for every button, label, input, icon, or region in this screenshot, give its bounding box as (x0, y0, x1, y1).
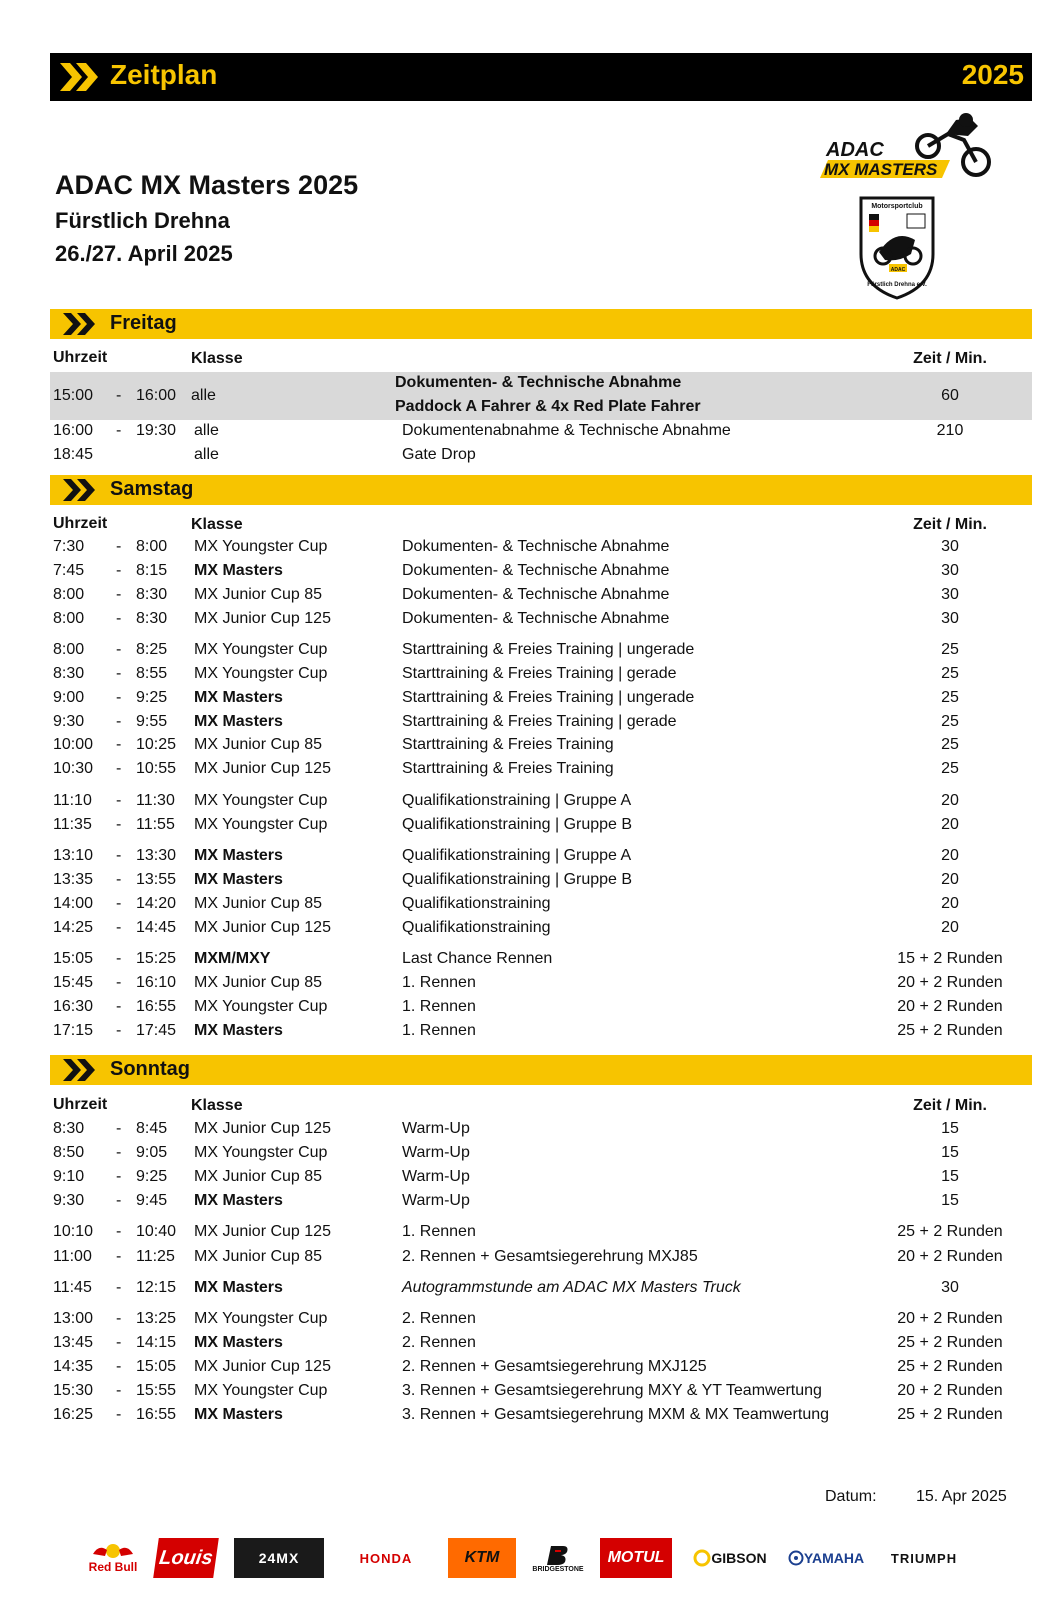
page-year: 2025 (961, 59, 1024, 90)
row-duration: 20 + 2 Runden (897, 1310, 1003, 1327)
title-bar (50, 53, 1032, 101)
row-end: 10:40 (136, 1223, 177, 1240)
row-dash: - (116, 1022, 122, 1039)
gibson-text: GIBSON (711, 1550, 767, 1566)
row-dash: - (116, 1223, 122, 1240)
row-duration: 25 (941, 641, 959, 658)
date-label: Datum: (825, 1488, 877, 1505)
section-title-friday: Freitag (110, 312, 177, 334)
row-activity: 2. Rennen + Gesamtsiegerehrung MXJ125 (402, 1358, 707, 1375)
row-activity: Autogrammstunde am ADAC MX Masters Truck (402, 1279, 741, 1296)
row-start: 15:05 (53, 950, 94, 967)
row-dash: - (116, 792, 122, 809)
row-duration: 25 (941, 665, 959, 682)
event-date: 26./27. April 2025 (55, 241, 233, 266)
row-start: 8:50 (53, 1144, 85, 1161)
row-class: MX Junior Cup 125 (194, 610, 331, 627)
row-end: 19:30 (136, 422, 177, 439)
row-activity: Starttraining & Freies Training | ungerade (402, 641, 695, 658)
row-activity: 2. Rennen (402, 1310, 476, 1327)
table-row (50, 1189, 1032, 1213)
row-class: MX Masters (194, 1334, 283, 1351)
row-dash: - (116, 950, 122, 967)
bridgestone-logo (528, 1538, 588, 1578)
row-activity: Last Chance Rennen (402, 950, 553, 967)
row-activity: Qualifikationstraining | Gruppe A (402, 792, 632, 809)
row-start: 10:30 (53, 760, 94, 777)
column-header-duration: Zeit / Min. (913, 516, 987, 533)
row-duration: 25 + 2 Runden (897, 1223, 1003, 1240)
row-activity: Dokumenten- & Technische Abnahme (402, 610, 670, 627)
row-duration: 15 + 2 Runden (897, 950, 1003, 967)
table-row (50, 1276, 1032, 1300)
row-activity: 2. Rennen (402, 1334, 476, 1351)
row-class: MX Youngster Cup (194, 665, 328, 682)
row-class: MX Masters (194, 713, 283, 730)
event-location: Fürstlich Drehna (55, 208, 230, 233)
row-end: 10:55 (136, 760, 177, 777)
row-dash: - (116, 665, 122, 682)
row-activity: Warm-Up (402, 1120, 470, 1137)
louis-logo: Louis (153, 1538, 219, 1578)
page-title: Zeitplan (110, 59, 218, 90)
table-row (50, 1220, 1032, 1244)
row-duration: 210 (936, 422, 964, 439)
highlight-row (50, 372, 1032, 420)
row-dash: - (116, 736, 122, 753)
row-class: MX Masters (194, 1022, 283, 1039)
table-row (50, 1019, 1032, 1043)
honda-logo: HONDA (359, 1550, 413, 1566)
row-activity: Qualifikationstraining | Gruppe A (402, 847, 632, 864)
row-end: 11:30 (136, 792, 175, 809)
row-duration: 25 (941, 760, 959, 777)
row-duration: 25 + 2 Runden (897, 1334, 1003, 1351)
row-class: MX Junior Cup 85 (194, 736, 323, 753)
table-row (50, 947, 1032, 971)
row-end: 15:55 (136, 1382, 177, 1399)
section-title-sunday: Sonntag (110, 1058, 190, 1080)
row-class: MX Masters (194, 871, 283, 888)
row-dash: - (116, 816, 122, 833)
row-activity-line2: Paddock A Fahrer & 4x Red Plate Fahrer (395, 398, 701, 415)
table-row (50, 971, 1032, 995)
row-duration: 20 (941, 792, 959, 809)
column-header-time: Uhrzeit (53, 349, 108, 366)
row-start: 16:25 (53, 1406, 94, 1423)
table-row (50, 559, 1032, 583)
row-start: 9:00 (53, 689, 85, 706)
row-dash: - (116, 713, 122, 730)
table-row (50, 710, 1032, 734)
row-end: 8:30 (136, 610, 168, 627)
yamaha-logo (786, 1538, 866, 1578)
adac-mx-masters-logo (818, 112, 998, 188)
row-end: 13:55 (136, 871, 177, 888)
row-end: 13:30 (136, 847, 177, 864)
row-class: MX Youngster Cup (194, 538, 328, 555)
table-row (50, 638, 1032, 662)
row-dash: - (116, 1358, 122, 1375)
row-end: 11:25 (136, 1248, 175, 1265)
row-class: MX Masters (194, 1192, 283, 1209)
row-class: alle (194, 422, 219, 439)
row-duration: 15 (941, 1144, 959, 1161)
row-dash: - (116, 1334, 122, 1351)
row-duration: 15 (941, 1120, 959, 1137)
row-activity: Dokumenten- & Technische Abnahme (402, 586, 670, 603)
row-activity: Starttraining & Freies Training (402, 760, 614, 777)
row-class: MX Junior Cup 85 (194, 895, 323, 912)
table-row (50, 607, 1032, 631)
row-end: 16:10 (136, 974, 177, 991)
gibson-g-icon (693, 1549, 711, 1567)
bridgestone-text: BRIDGESTONE (532, 1565, 584, 1573)
table-row (50, 1141, 1032, 1165)
row-class: MX Masters (194, 1406, 283, 1423)
row-activity: Dokumenten- & Technische Abnahme (402, 562, 670, 579)
column-header-class: Klasse (191, 1097, 243, 1114)
club-adac-text: ADAC (890, 267, 906, 273)
column-header-duration: Zeit / Min. (913, 350, 987, 367)
row-dash: - (116, 610, 122, 627)
table-row (50, 686, 1032, 710)
double-chevron-icon (58, 61, 102, 93)
row-end: 14:45 (136, 919, 177, 936)
table-row (50, 1245, 1032, 1269)
row-class: MX Junior Cup 125 (194, 919, 331, 936)
double-chevron-icon (62, 312, 100, 336)
table-row (50, 789, 1032, 813)
row-class: MX Junior Cup 85 (194, 974, 323, 991)
row-activity-line1: Dokumenten- & Technische Abnahme (395, 374, 682, 391)
row-class: MX Junior Cup 85 (194, 1248, 323, 1265)
row-duration: 30 (941, 538, 959, 555)
row-duration: 25 + 2 Runden (897, 1022, 1003, 1039)
row-start: 14:00 (53, 895, 94, 912)
row-class: MX Masters (194, 847, 283, 864)
row-start: 15:45 (53, 974, 94, 991)
row-duration: 25 (941, 736, 959, 753)
row-activity: Warm-Up (402, 1168, 470, 1185)
table-row (50, 813, 1032, 837)
table-row (50, 1403, 1032, 1427)
row-activity: Warm-Up (402, 1144, 470, 1161)
row-class: MX Youngster Cup (194, 1382, 328, 1399)
table-row (50, 844, 1032, 868)
row-end: 9:55 (136, 713, 168, 730)
row-end: 16:55 (136, 998, 177, 1015)
row-duration: 20 (941, 847, 959, 864)
row-duration: 30 (941, 586, 959, 603)
row-end: 8:25 (136, 641, 168, 658)
table-row (50, 1331, 1032, 1355)
row-end: 15:05 (136, 1358, 177, 1375)
row-end: 17:45 (136, 1022, 177, 1039)
row-duration: 20 (941, 919, 959, 936)
row-end: 12:15 (136, 1279, 177, 1296)
table-row (50, 995, 1032, 1019)
row-activity: Dokumenten- & Technische Abnahme (402, 538, 670, 555)
triumph-logo: TRIUMPH (890, 1550, 958, 1566)
row-class: alle (194, 446, 219, 463)
row-dash: - (116, 919, 122, 936)
bull-icon (91, 1542, 135, 1560)
motorsportclub-logo (855, 194, 939, 300)
club-name-text: Motorsportclub (871, 203, 923, 210)
row-dash: - (116, 974, 122, 991)
table-row (50, 1379, 1032, 1403)
row-activity: Starttraining & Freies Training | ungerade (402, 689, 695, 706)
table-row (50, 419, 1032, 443)
row-start: 16:30 (53, 998, 94, 1015)
row-start: 8:30 (53, 1120, 85, 1137)
row-duration: 20 + 2 Runden (897, 998, 1003, 1015)
row-activity: Qualifikationstraining (402, 919, 551, 936)
date-value: 15. Apr 2025 (916, 1488, 1007, 1505)
table-row (50, 583, 1032, 607)
table-row (50, 1355, 1032, 1379)
row-start: 9:30 (53, 713, 85, 730)
row-start: 8:00 (53, 610, 85, 627)
row-dash: - (116, 895, 122, 912)
ktm-logo: KTM (448, 1538, 516, 1578)
row-dash: - (116, 1120, 122, 1137)
row-class: MX Youngster Cup (194, 792, 328, 809)
row-start: 9:10 (53, 1168, 85, 1185)
row-dash: - (116, 847, 122, 864)
row-end: 8:45 (136, 1120, 168, 1137)
row-end: 10:25 (136, 736, 177, 753)
row-duration: 20 + 2 Runden (897, 1382, 1003, 1399)
row-start: 14:35 (53, 1358, 94, 1375)
row-activity: Dokumentenabnahme & Technische Abnahme (402, 422, 731, 439)
row-duration: 20 + 2 Runden (897, 1248, 1003, 1265)
row-activity: 3. Rennen + Gesamtsiegerehrung MXM & MX Teamwertung (402, 1406, 830, 1423)
mx-masters-logo-text: MX MASTERS (824, 160, 938, 179)
event-name: ADAC MX Masters 2025 (55, 170, 359, 200)
row-start: 11:10 (53, 792, 92, 809)
row-dash: - (116, 1382, 122, 1399)
row-start: 7:45 (53, 562, 85, 579)
row-dash: - (116, 1144, 122, 1161)
row-dash: - (116, 1406, 122, 1423)
row-class: MX Junior Cup 125 (194, 1120, 331, 1137)
row-end: 14:20 (136, 895, 177, 912)
yamaha-tuning-fork-icon (788, 1550, 804, 1566)
yamaha-text: YAMAHA (803, 1550, 865, 1566)
row-start: 13:10 (53, 847, 94, 864)
row-dash: - (116, 562, 122, 579)
row-duration: 15 (941, 1192, 959, 1209)
row-start: 13:45 (53, 1334, 94, 1351)
row-end: 9:45 (136, 1192, 168, 1209)
row-dash: - (116, 1168, 122, 1185)
row-dash: - (116, 1310, 122, 1327)
redbull-logo (88, 1538, 138, 1578)
table-row (50, 1117, 1032, 1141)
section-bar-friday (50, 309, 1032, 339)
row-class: MX Youngster Cup (194, 641, 328, 658)
table-row (50, 916, 1032, 940)
row-class: MX Youngster Cup (194, 1144, 328, 1161)
row-duration: 30 (941, 1279, 959, 1296)
row-start: 8:00 (53, 586, 85, 603)
row-class: MX Junior Cup 125 (194, 760, 331, 777)
row-end: 9:25 (136, 1168, 168, 1185)
row-start: 8:00 (53, 641, 85, 658)
row-class: MX Masters (194, 1279, 283, 1296)
row-duration: 20 (941, 895, 959, 912)
row-end: 8:15 (136, 562, 168, 579)
row-class: MX Youngster Cup (194, 1310, 328, 1327)
column-header-duration: Zeit / Min. (913, 1097, 987, 1114)
row-start: 18:45 (53, 446, 94, 463)
row-start: 11:35 (53, 816, 92, 833)
row-start: 15:00 (53, 387, 94, 404)
row-activity: 1. Rennen (402, 974, 476, 991)
row-end: 9:05 (136, 1144, 168, 1161)
row-start: 8:30 (53, 665, 85, 682)
row-dash: - (116, 387, 122, 404)
row-class: MX Masters (194, 689, 283, 706)
row-duration: 25 (941, 689, 959, 706)
table-row (50, 757, 1032, 781)
row-dash: - (116, 586, 122, 603)
row-dash: - (116, 422, 122, 439)
row-start: 14:25 (53, 919, 94, 936)
motul-logo: MOTUL (600, 1538, 672, 1578)
row-class: MX Youngster Cup (194, 816, 328, 833)
row-duration: 25 + 2 Runden (897, 1406, 1003, 1423)
column-header-class: Klasse (191, 516, 243, 533)
bridgestone-b-icon (545, 1544, 571, 1566)
row-dash: - (116, 1192, 122, 1209)
row-end: 9:25 (136, 689, 168, 706)
row-dash: - (116, 998, 122, 1015)
row-start: 13:35 (53, 871, 94, 888)
row-activity: Warm-Up (402, 1192, 470, 1209)
sponsor-logos (88, 1538, 1008, 1582)
row-activity: 1. Rennen (402, 1022, 476, 1039)
row-class: alle (191, 387, 216, 404)
row-start: 13:00 (53, 1310, 94, 1327)
row-start: 15:30 (53, 1382, 94, 1399)
row-class: MXM/MXY (194, 950, 271, 967)
redbull-text: Red Bull (88, 1560, 138, 1574)
row-class: MX Junior Cup 125 (194, 1358, 331, 1375)
table-row (50, 1307, 1032, 1331)
row-duration: 20 (941, 816, 959, 833)
row-class: MX Junior Cup 85 (194, 586, 323, 603)
row-end: 8:00 (136, 538, 168, 555)
row-activity: Starttraining & Freies Training (402, 736, 614, 753)
row-end: 13:25 (136, 1310, 177, 1327)
row-class: MX Junior Cup 85 (194, 1168, 323, 1185)
row-activity: Starttraining & Freies Training | gerade (402, 665, 677, 682)
row-class: MX Junior Cup 125 (194, 1223, 331, 1240)
row-class: MX Youngster Cup (194, 998, 328, 1015)
row-dash: - (116, 689, 122, 706)
section-bar-sunday (50, 1055, 1032, 1085)
row-start: 17:15 (53, 1022, 94, 1039)
row-end: 8:55 (136, 665, 168, 682)
double-chevron-icon (62, 478, 100, 502)
row-duration: 25 (941, 713, 959, 730)
row-activity: Qualifikationstraining | Gruppe B (402, 871, 633, 888)
row-dash: - (116, 1279, 122, 1296)
column-header-class: Klasse (191, 350, 243, 367)
row-start: 9:30 (53, 1192, 85, 1209)
row-end: 15:25 (136, 950, 177, 967)
column-header-time: Uhrzeit (53, 515, 108, 532)
row-duration: 30 (941, 562, 959, 579)
row-activity: Qualifikationstraining | Gruppe B (402, 816, 633, 833)
row-start: 16:00 (53, 422, 94, 439)
row-start: 11:45 (53, 1279, 92, 1296)
row-end: 8:30 (136, 586, 168, 603)
row-activity: 1. Rennen (402, 998, 476, 1015)
table-row (50, 662, 1032, 686)
row-start: 10:00 (53, 736, 94, 753)
row-activity: Gate Drop (402, 446, 476, 463)
row-class: MX Masters (194, 562, 283, 579)
row-activity: Starttraining & Freies Training | gerade (402, 713, 677, 730)
section-bar-saturday (50, 475, 1032, 505)
row-end: 16:55 (136, 1406, 177, 1423)
row-duration: 25 + 2 Runden (897, 1358, 1003, 1375)
table-row (50, 733, 1032, 757)
row-end: 16:00 (136, 387, 177, 404)
row-activity: 1. Rennen (402, 1223, 476, 1240)
row-dash: - (116, 871, 122, 888)
row-duration: 20 (941, 871, 959, 888)
double-chevron-icon (62, 1058, 100, 1082)
24mx-logo: 24MX (234, 1538, 324, 1578)
row-activity: Qualifikationstraining (402, 895, 551, 912)
row-end: 11:55 (136, 816, 175, 833)
row-start: 10:10 (53, 1223, 94, 1240)
row-duration: 60 (941, 387, 959, 404)
club-location-text: Fürstlich Drehna e.V. (867, 282, 927, 288)
row-activity: 2. Rennen + Gesamtsiegerehrung MXJ85 (402, 1248, 698, 1265)
row-dash: - (116, 1248, 122, 1265)
table-row (50, 443, 1032, 467)
table-row (50, 892, 1032, 916)
table-row (50, 535, 1032, 559)
adac-logo-text: ADAC (826, 139, 884, 161)
row-dash: - (116, 641, 122, 658)
row-dash: - (116, 760, 122, 777)
row-end: 14:15 (136, 1334, 177, 1351)
gibson-logo (688, 1538, 772, 1578)
row-start: 11:00 (53, 1248, 92, 1265)
row-duration: 20 + 2 Runden (897, 974, 1003, 991)
row-duration: 15 (941, 1168, 959, 1185)
row-duration: 30 (941, 610, 959, 627)
row-activity: 3. Rennen + Gesamtsiegerehrung MXY & YT Teamwertung (402, 1382, 822, 1399)
table-row (50, 868, 1032, 892)
row-start: 7:30 (53, 538, 85, 555)
column-header-time: Uhrzeit (53, 1096, 108, 1113)
section-title-saturday: Samstag (110, 478, 194, 500)
row-dash: - (116, 538, 122, 555)
table-row (50, 1165, 1032, 1189)
